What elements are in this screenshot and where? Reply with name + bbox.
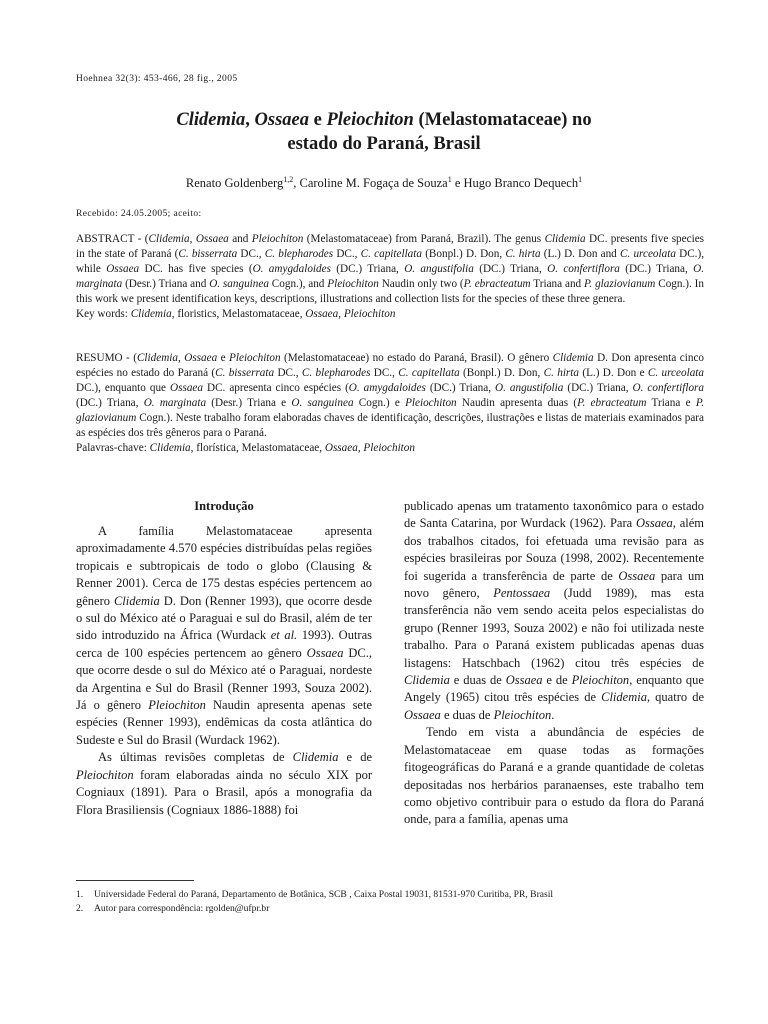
resumo-keywords: Palavras-chave: Clidemia, florística, Melastomataceae, Ossaea, Pleiochiton xyxy=(76,442,415,454)
received-date: Recebido: 24.05.2005; aceito: xyxy=(76,209,202,219)
intro-paragraph-1: A família Melastomataceae apresenta aproximadamente 4.570 espécies distribuídas pelas regiões tropicais e subtropicais de todo o globo (Clausing & Renner 2001). Cerca de 175 destas espécies pertencem ao gênero Clidemia D. Don (Renner 1993), que ocorre desde o sul do México até o Paraguai e sul do Brasil, além de ter sido introduzido na África (Wurdack et al. 1993). Outras cerca de 100 espécies pertencem ao gênero Ossaea DC., que ocorre desde o sul do México até o Paraguai, nordeste da Argentina e Sul do Brasil (Renner 1993, Souza 2002). Já o gênero Pleiochiton Naudin apresenta apenas sete espécies (Renner 1993), endêmicas da costa atlântica do Sudeste e Sul do Brasil (Wurdack 1962). xyxy=(76,524,373,747)
footnote-2: 2. Autor para correspondência: rgolden@ufpr.br xyxy=(76,903,270,914)
abstract-keywords: Key words: Clidemia, floristics, Melastomataceae, Ossaea, Pleiochiton xyxy=(76,308,396,320)
resumo-text: RESUMO - (Clidemia, Ossaea e Pleiochiton (Melastomataceae) no estado do Paraná, Brasil). O gênero Clidemia D. Don apresenta cinco espécies no estado do Paraná (C. bisserrata DC., C. blepharodes DC., C. capitellata (Bonpl.) D. Don, C. hirta (L.) D. Don e C. urceolata DC.), enquanto que Ossaea DC. apresenta cinco espécies (O. amygdaloides (DC.) Triana, O. angustifolia (DC.) Triana, O. confertiflora (DC.) Triana, O. marginata (Desr.) Triana e O. sanguinea Cogn.) e Pleiochiton Naudin apresenta duas (P. ebracteatum Triana e P. glaziovianum Cogn.). Neste trabalho foram elaboradas chaves de identificação, descrições, ilustrações e listas de materiais examinados para as espécies dos três gêneros para o Paraná. xyxy=(76,352,705,439)
footnote-1: 1. Universidade Federal do Paraná, Departamento de Botânica, SCB , Caixa Postal 19031, 81531-970 Curitiba, PR, Brasil xyxy=(76,889,554,900)
footnote-divider xyxy=(76,880,194,881)
left-column xyxy=(76,498,372,819)
intro-paragraph-2: As últimas revisões completas de Clidemia e de Pleiochiton foram elaboradas ainda no século XIX por Cogniaux (1891). Para o Brasil, após a monografia da Flora Brasiliensis (Cogniaux 1886-1888) foi xyxy=(76,750,372,817)
section-heading-introducao: Introdução xyxy=(194,499,254,513)
journal-citation: Hoehnea 32(3): 453-466, 28 fig., 2005 xyxy=(76,74,238,84)
authors: Renato Goldenberg$^{1,2}$, Caroline M. Fogaça de Souza$^1$ e Hugo Branco Dequech$^1$ xyxy=(185,175,583,191)
footnotes xyxy=(76,888,704,916)
article-title-line2: estado do Paraná, Brasil xyxy=(287,134,481,154)
article-title: Clidemia, Ossaea e Pleiochiton (Melastomataceae) no estado do Paraná, Brasil xyxy=(76,108,692,156)
intro-paragraph-3: Tendo em vista a abundância de espécies de Melastomataceae em quase todas as formações fitogeográficas do Paraná e a grande quantidade de coletas depositadas nos herbários paranaenses, este trabalho tem como objetivo contribuir para o estudo da flora do Paraná onde, para a família, apenas uma xyxy=(404,725,704,827)
intro-paragraph-2-continued: publicado apenas um tratamento taxonômico para o estado de Santa Catarina, por Wurdack (1962). Para Ossaea, além dos trabalhos citados, foi efetuada uma revisão para as espécies brasileiras por Souza (1998, 2002). Recentemente foi sugerida a transferência de parte de Ossaea para um novo gênero, Pentossaea (Judd 1989), mas esta transferência não vem sendo aceita pelos especialistas do grupo (Renner 1993, Souza 2002) e não foi utilizada neste trabalho. Para o Paraná existem publicadas apenas duas listagens: Hatschbach (1962) citou três espécies de Clidemia e duas de Ossaea e de Pleiochiton, enquanto que Angely (1965) citou três espécies de Clidemia, quatro de Ossaea e duas de Pleiochiton. xyxy=(404,499,704,722)
right-column xyxy=(404,498,704,829)
resumo xyxy=(76,351,704,456)
abstract-text: ABSTRACT - (Clidemia, Ossaea and Pleiochiton (Melastomataceae) from Paraná, Brazil). The genus Clidemia DC. presents five species in the state of Paraná (C. bisserrata DC., C. blepharodes DC., C. capitellata (Bonpl.) D. Don, C. hirta (L.) D. Don and C. urceolata DC.), while Ossaea DC. has five species (O. amygdaloides (DC.) Triana, O. angustifolia (DC.) Triana, O. confertiflora (DC.) Triana, O. marginata (Desr.) Triana and O. sanguinea Cogn.), and Pleiochiton Naudin only two (P. ebracteatum Triana and P. glaziovianum Cogn.). In this work we present identification keys, descriptions, illustrations and collection lists for the species of these three genera. xyxy=(76,233,705,305)
abstract xyxy=(76,232,704,322)
